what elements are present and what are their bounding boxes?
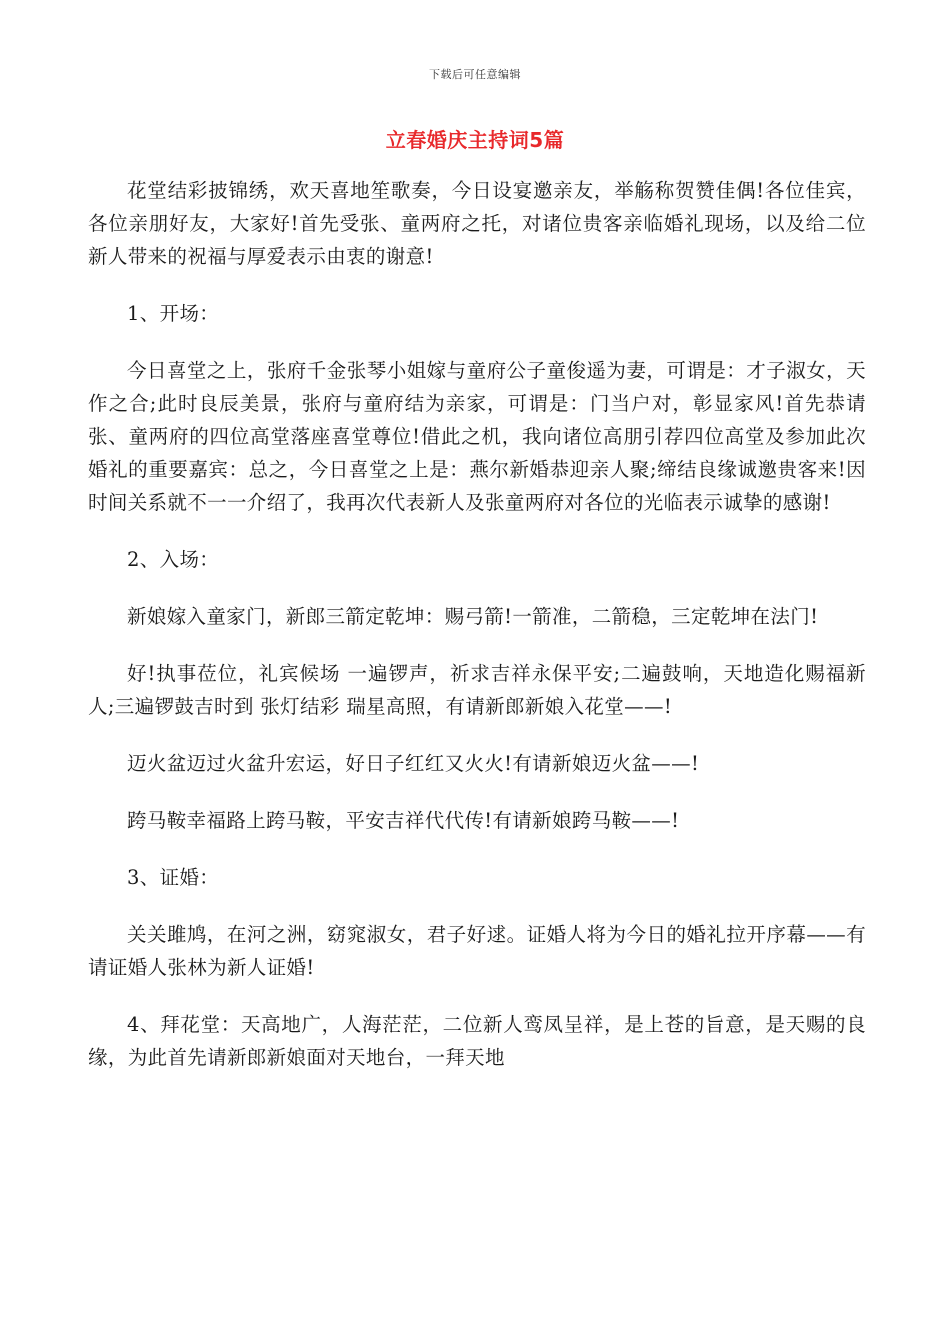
document-title: 立春婚庆主持词5篇 [385,128,565,152]
section-heading-entrance: 2、入场： [127,548,220,571]
section-heading-opening: 1、开场： [127,302,220,325]
section-heading-witness: 3、证婚： [127,866,220,889]
header-note: 下载后可任意编辑 [429,68,521,81]
paragraph-opening: 今日喜堂之上，张府千金张琴小姐嫁与童府公子童俊遥为妻，可谓是：才子淑女，天作之合;此时良辰美景，张府与童府结为亲家，可谓是：门当户对，彰显家风!首先恭请张、童两府的四位高堂落座喜堂尊位!借此之机，我向诸位高朋引荐四位高堂及参加此次婚礼的重要嘉宾：总之，今日喜堂之上是：燕尔新婚恭迎亲人聚;缔结良缘诚邀贵客来!因时间关系就不一一介绍了，我再次代表新人及张童两府对各位的光临表示诚挚的感谢! [88,359,866,514]
paragraph-arrows: 新娘嫁入童家门，新郎三箭定乾坤：赐弓箭!一箭准，二箭稳，三定乾坤在法门! [127,605,819,628]
paragraph-ceremony-start: 好!执事莅位，礼宾候场 一遍锣声，祈求吉祥永保平安;二遍鼓响，天地造化赐福新人;三遍锣鼓吉时到 张灯结彩 瑞星高照，有请新郎新娘入花堂——! [88,662,866,718]
paragraph-fire-basin: 迈火盆迈过火盆升宏运，好日子红红又火火!有请新娘迈火盆——! [127,752,700,775]
paragraph-witness: 关关雎鸠，在河之洲，窈窕淑女，君子好逑。证婚人将为今日的婚礼拉开序幕——有请证婚人张林为新人证婚! [88,923,866,979]
document-body [88,174,866,1098]
paragraph-saddle: 跨马鞍幸福路上跨马鞍，平安吉祥代代传!有请新娘跨马鞍——! [127,809,680,832]
paragraph-intro: 花堂结彩披锦绣，欢天喜地笙歌奏，今日设宴邀亲友，举觞称贺赞佳偶!各位佳宾，各位亲朋好友，大家好!首先受张、童两府之托，对诸位贵客亲临婚礼现场，以及给二位新人带来的祝福与厚爱表示由衷的谢意! [88,179,866,268]
paragraph-worship: 4、拜花堂：天高地广，人海茫茫，二位新人鸾凤呈祥，是上苍的旨意，是天赐的良缘，为此首先请新郎新娘面对天地台，一拜天地 [88,1013,866,1069]
